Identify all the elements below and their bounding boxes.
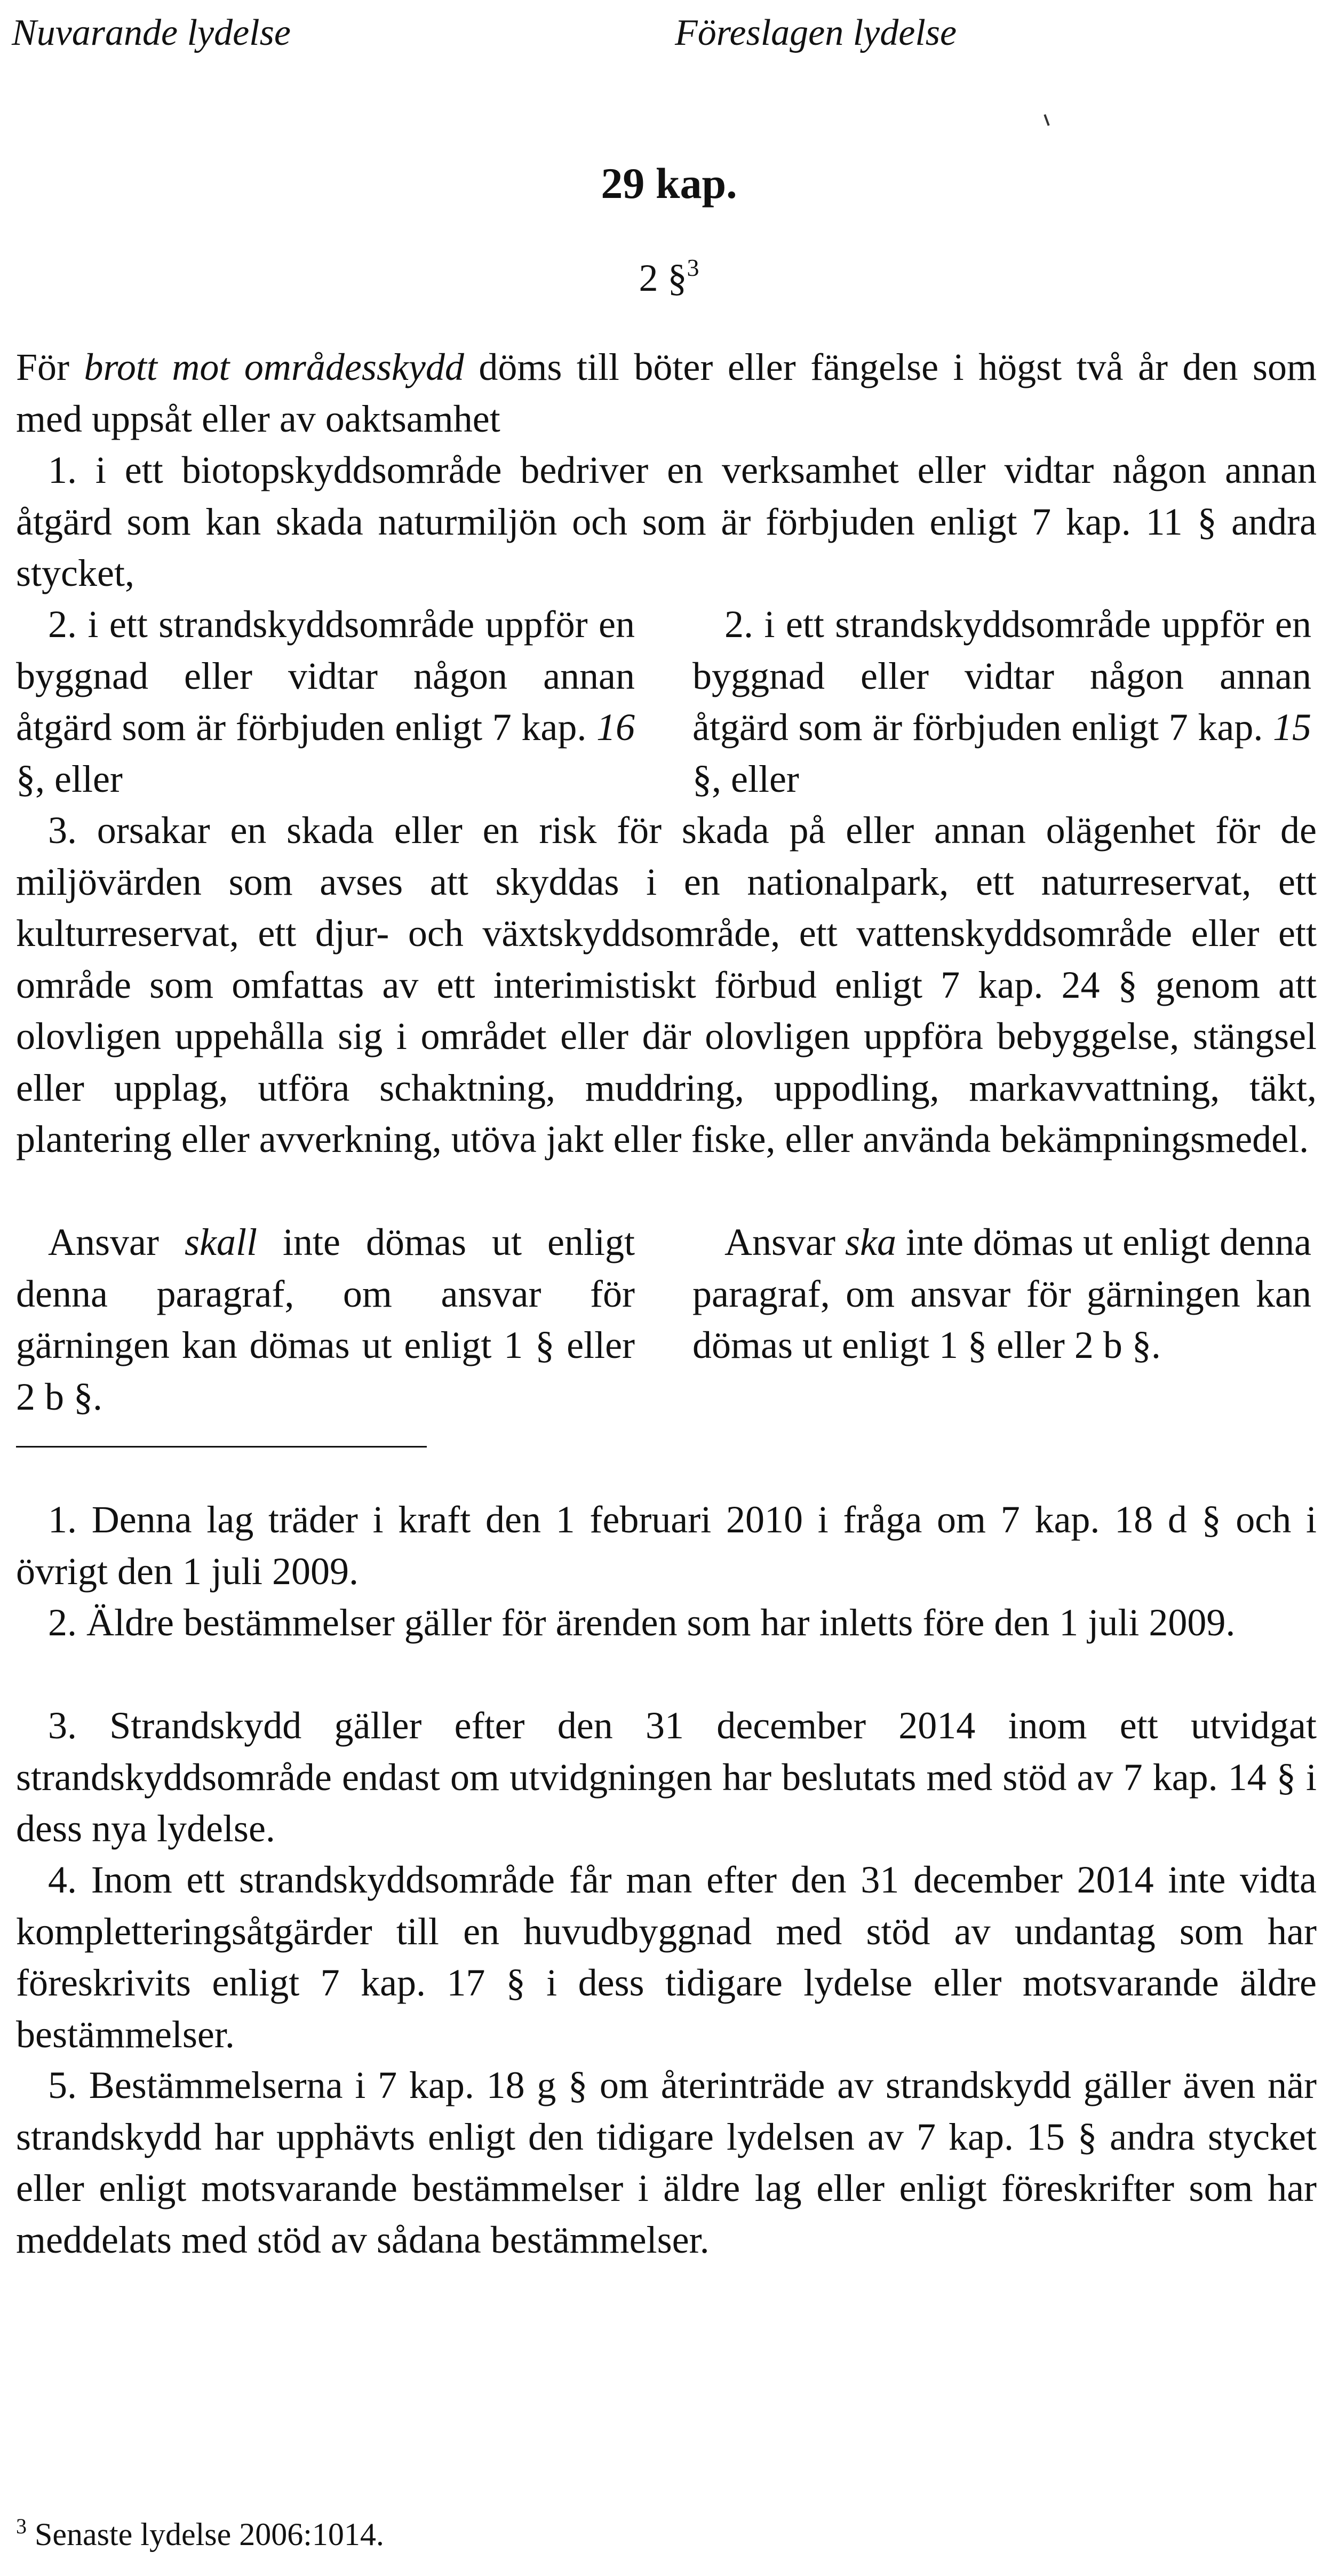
transitional-rule — [16, 1446, 427, 1448]
transitional-5: 5. Bestämmelserna i 7 kap. 18 g § om återinträde av strandskydd gäller även när strandskydd har upphävts enligt den tidigare lydelsen av 7 kap. 15 § andra stycket eller enligt motsvarande bestämmelser i äldre lag eller enligt föreskrifter som har meddelats med stöd av sådana bestämmelser. — [16, 2064, 1317, 2261]
item-2-current-prefix: 2. i ett strandskyddsområde uppför en byggnad eller vidtar någon annan åtgärd som är förbjuden enligt 7 kap. — [16, 603, 635, 749]
liability-proposed — [692, 1217, 1311, 1371]
page-footnote — [16, 2516, 384, 2553]
transitional-4: 4. Inom ett strandskyddsområde får man efter den 31 december 2014 inte vidta kompletteringsåtgärder till en huvudbyggnad med stöd av undantag som har föreskrivits enligt 7 kap. 17 § i dess tidigare lydelse eller motsvarande äldre bestämmelser. — [16, 1858, 1317, 2056]
liability-proposed-italic: ska — [845, 1221, 896, 1263]
footnote-text: Senaste lydelse 2006:1014. — [35, 2517, 384, 2552]
section-number — [0, 255, 1338, 301]
item-2-proposed-prefix: 2. i ett strandskyddsområde uppför en byggnad eller vidtar någon annan åtgärd som är förbjuden enligt 7 kap. — [692, 603, 1311, 749]
liability-current-suffix: inte dömas ut enligt denna paragraf, om ansvar för gärningen kan dömas ut enligt 1 § eller 2 b §. — [16, 1221, 635, 1418]
footnote-marker: 3 — [16, 2514, 27, 2538]
header-current-wording: Nuvarande lydelse — [12, 12, 291, 53]
liability-proposed-suffix: inte dömas ut enligt denna paragraf, om ansvar för gärningen kan dömas ut enligt 1 § eller 2 b §. — [692, 1221, 1311, 1366]
item-1: 1. i ett biotopskyddsområde bedriver en verksamhet eller vidtar någon annan åtgärd som kan skada naturmiljön och som är förbjuden enligt 7 kap. 11 § andra stycket, — [16, 449, 1317, 594]
section-label: 2 § — [639, 257, 687, 299]
item-2-proposed-italic: 15 — [1273, 706, 1311, 749]
transitional-2: 2. Äldre bestämmelser gäller för ärenden som har inletts före den 1 juli 2009. — [48, 1601, 1236, 1644]
stray-mark — [1044, 114, 1049, 126]
liability-current-italic: skall — [184, 1221, 257, 1263]
item-3: 3. orsakar en skada eller en risk för skada på eller annan olägenhet för de miljövärden som avses att skyddas i en nationalpark, ett naturreservat, ett kulturreservat, ett djur- och växtskyddsområde, ett vattenskyddsområde eller ett område som omfattas av ett interimistiskt förbud enligt 7 kap. 24 § genom att olovligen uppehålla sig i området eller där olovligen uppföra bebyggelse, stängsel eller upplag, utföra schaktning, muddring, uppodling, markavvattning, täkt, plantering eller avverkning, utöva jakt eller fiske, eller använda bekämpningsmedel. — [16, 809, 1317, 1160]
header-proposed-wording: Föreslagen lydelse — [675, 12, 957, 53]
intro-suffix: döms till böter eller fängelse i högst två år den som med uppsåt eller av oaktsamhet — [16, 346, 1317, 440]
liability-current-prefix: Ansvar — [48, 1221, 185, 1263]
intro-italic: brott mot områdesskydd — [84, 346, 464, 388]
item-2-current-suffix: §, eller — [16, 757, 123, 800]
chapter-title: 29 kap. — [601, 159, 737, 208]
item-2-current-italic: 16 — [596, 706, 635, 749]
item-2-current — [16, 599, 635, 805]
section-footnote-ref: 3 — [687, 254, 699, 281]
item-2-proposed-suffix: §, eller — [692, 757, 799, 800]
item-2-proposed — [692, 599, 1311, 805]
transitional-3: 3. Strandskydd gäller efter den 31 december 2014 inom ett utvidgat strandskyddsområde endast om utvidgningen har beslutats med stöd av 7 kap. 14 § i dess nya lydelse. — [16, 1704, 1317, 1850]
transitional-1: 1. Denna lag träder i kraft den 1 februari 2010 i fråga om 7 kap. 18 d § och i övrigt den 1 juli 2009. — [16, 1498, 1317, 1593]
intro-paragraph — [16, 341, 1317, 444]
liability-current — [16, 1217, 635, 1422]
intro-prefix: För — [16, 346, 84, 388]
liability-proposed-prefix: Ansvar — [724, 1221, 845, 1263]
